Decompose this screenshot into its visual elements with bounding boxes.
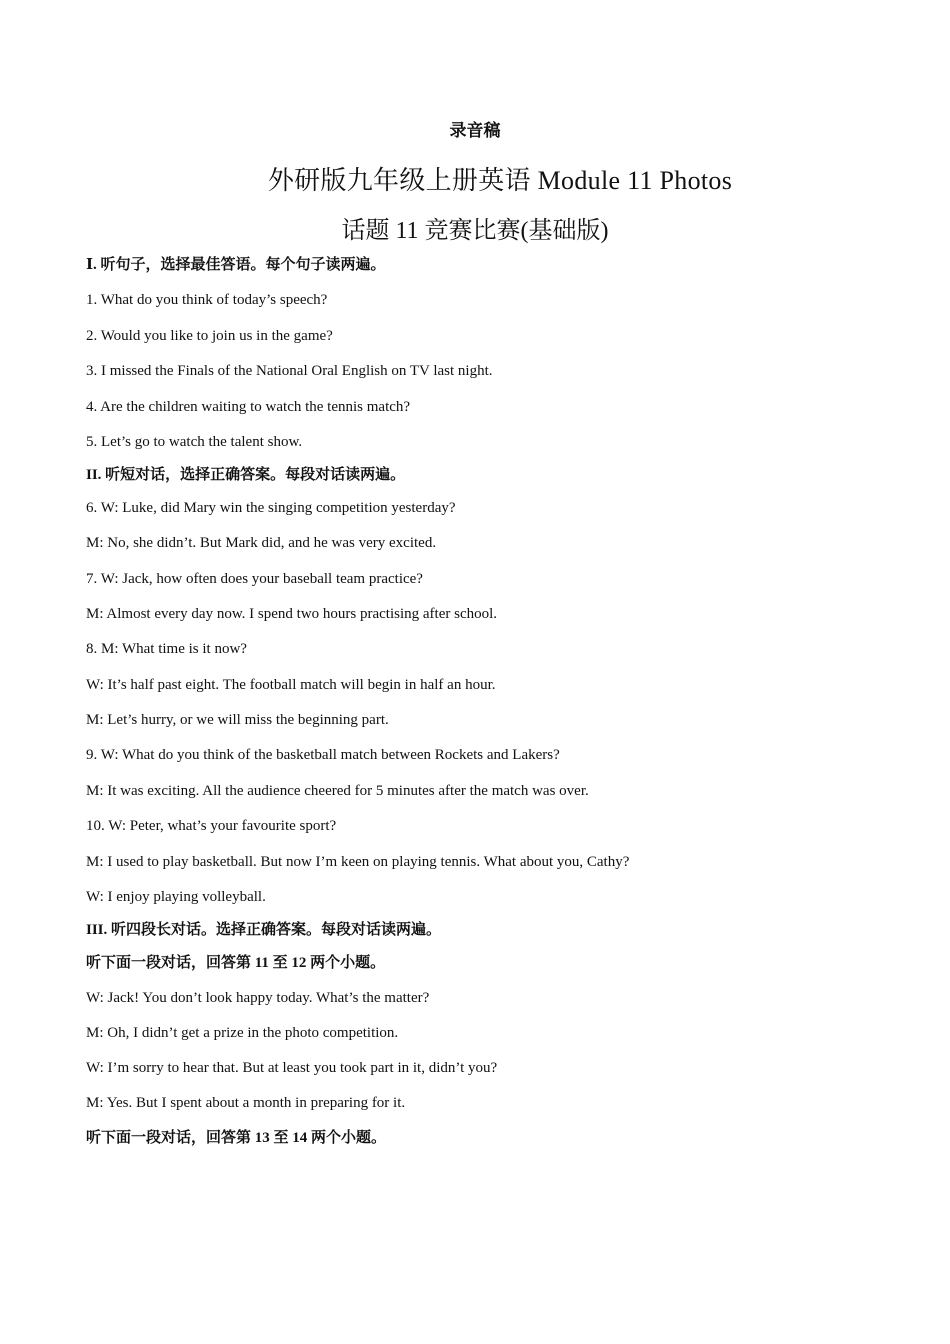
section-heading-part3: III. 听四段长对话。选择正确答案。每段对话读两遍。 xyxy=(86,922,442,938)
text-line: W: Jack! You don’t look happy today. What’s the matter? xyxy=(86,990,430,1006)
text-line: W: I enjoy playing volleyball. xyxy=(86,889,266,905)
text-line: W: It’s half past eight. The football match will begin in half an hour. xyxy=(86,677,496,693)
text-line: 3. I missed the Finals of the National Oral English on TV last night. xyxy=(86,363,493,379)
text-line: M: No, she didn’t. But Mark did, and he was very excited. xyxy=(86,535,437,551)
text-line: 2. Would you like to join us in the game? xyxy=(86,328,333,344)
text-line: 9. W: What do you think of the basketball match between Rockets and Lakers? xyxy=(86,747,560,763)
text-line: M: Let’s hurry, or we will miss the beginning part. xyxy=(86,712,389,728)
text-line: 1. What do you think of today’s speech? xyxy=(86,292,328,308)
text-line: 8. M: What time is it now? xyxy=(86,641,247,657)
text-line: M: Yes. But I spent about a month in preparing for it. xyxy=(86,1095,406,1111)
text-line: 7. W: Jack, how often does your baseball team practice? xyxy=(86,571,423,587)
section-heading-part1: Ⅰ. 听句子，选择最佳答语。每个句子读两遍。 xyxy=(86,257,386,273)
text-line: 4. Are the children waiting to watch the tennis match? xyxy=(86,399,411,415)
page-subtitle: 话题 11 竞赛比赛(基础版) xyxy=(341,218,609,244)
text-line: M: It was exciting. All the audience cheered for 5 minutes after the match was over. xyxy=(86,783,589,799)
text-line: 5. Let’s go to watch the talent show. xyxy=(86,434,303,450)
text-line: M: Oh, I didn’t get a prize in the photo competition. xyxy=(86,1025,399,1041)
section-heading-part2: II. 听短对话，选择正确答案。每段对话读两遍。 xyxy=(86,467,406,483)
page-title: 外研版九年级上册英语 Module 11 Photos xyxy=(267,166,733,195)
dialogue-instruction: 听下面一段对话，回答第 13 至 14 两个小题。 xyxy=(86,1130,387,1146)
text-line: 6. W: Luke, did Mary win the singing competition yesterday? xyxy=(86,500,456,516)
text-line: 10. W: Peter, what’s your favourite sport? xyxy=(86,818,337,834)
text-line: W: I’m sorry to hear that. But at least you took part in it, didn’t you? xyxy=(86,1060,498,1076)
text-line: M: I used to play basketball. But now I’m keen on playing tennis. What about you, Cathy? xyxy=(86,854,630,870)
transcript-label: 录音稿 xyxy=(449,121,501,140)
text-line: M: Almost every day now. I spend two hours practising after school. xyxy=(86,606,498,622)
dialogue-instruction: 听下面一段对话，回答第 11 至 12 两个小题。 xyxy=(86,955,386,971)
